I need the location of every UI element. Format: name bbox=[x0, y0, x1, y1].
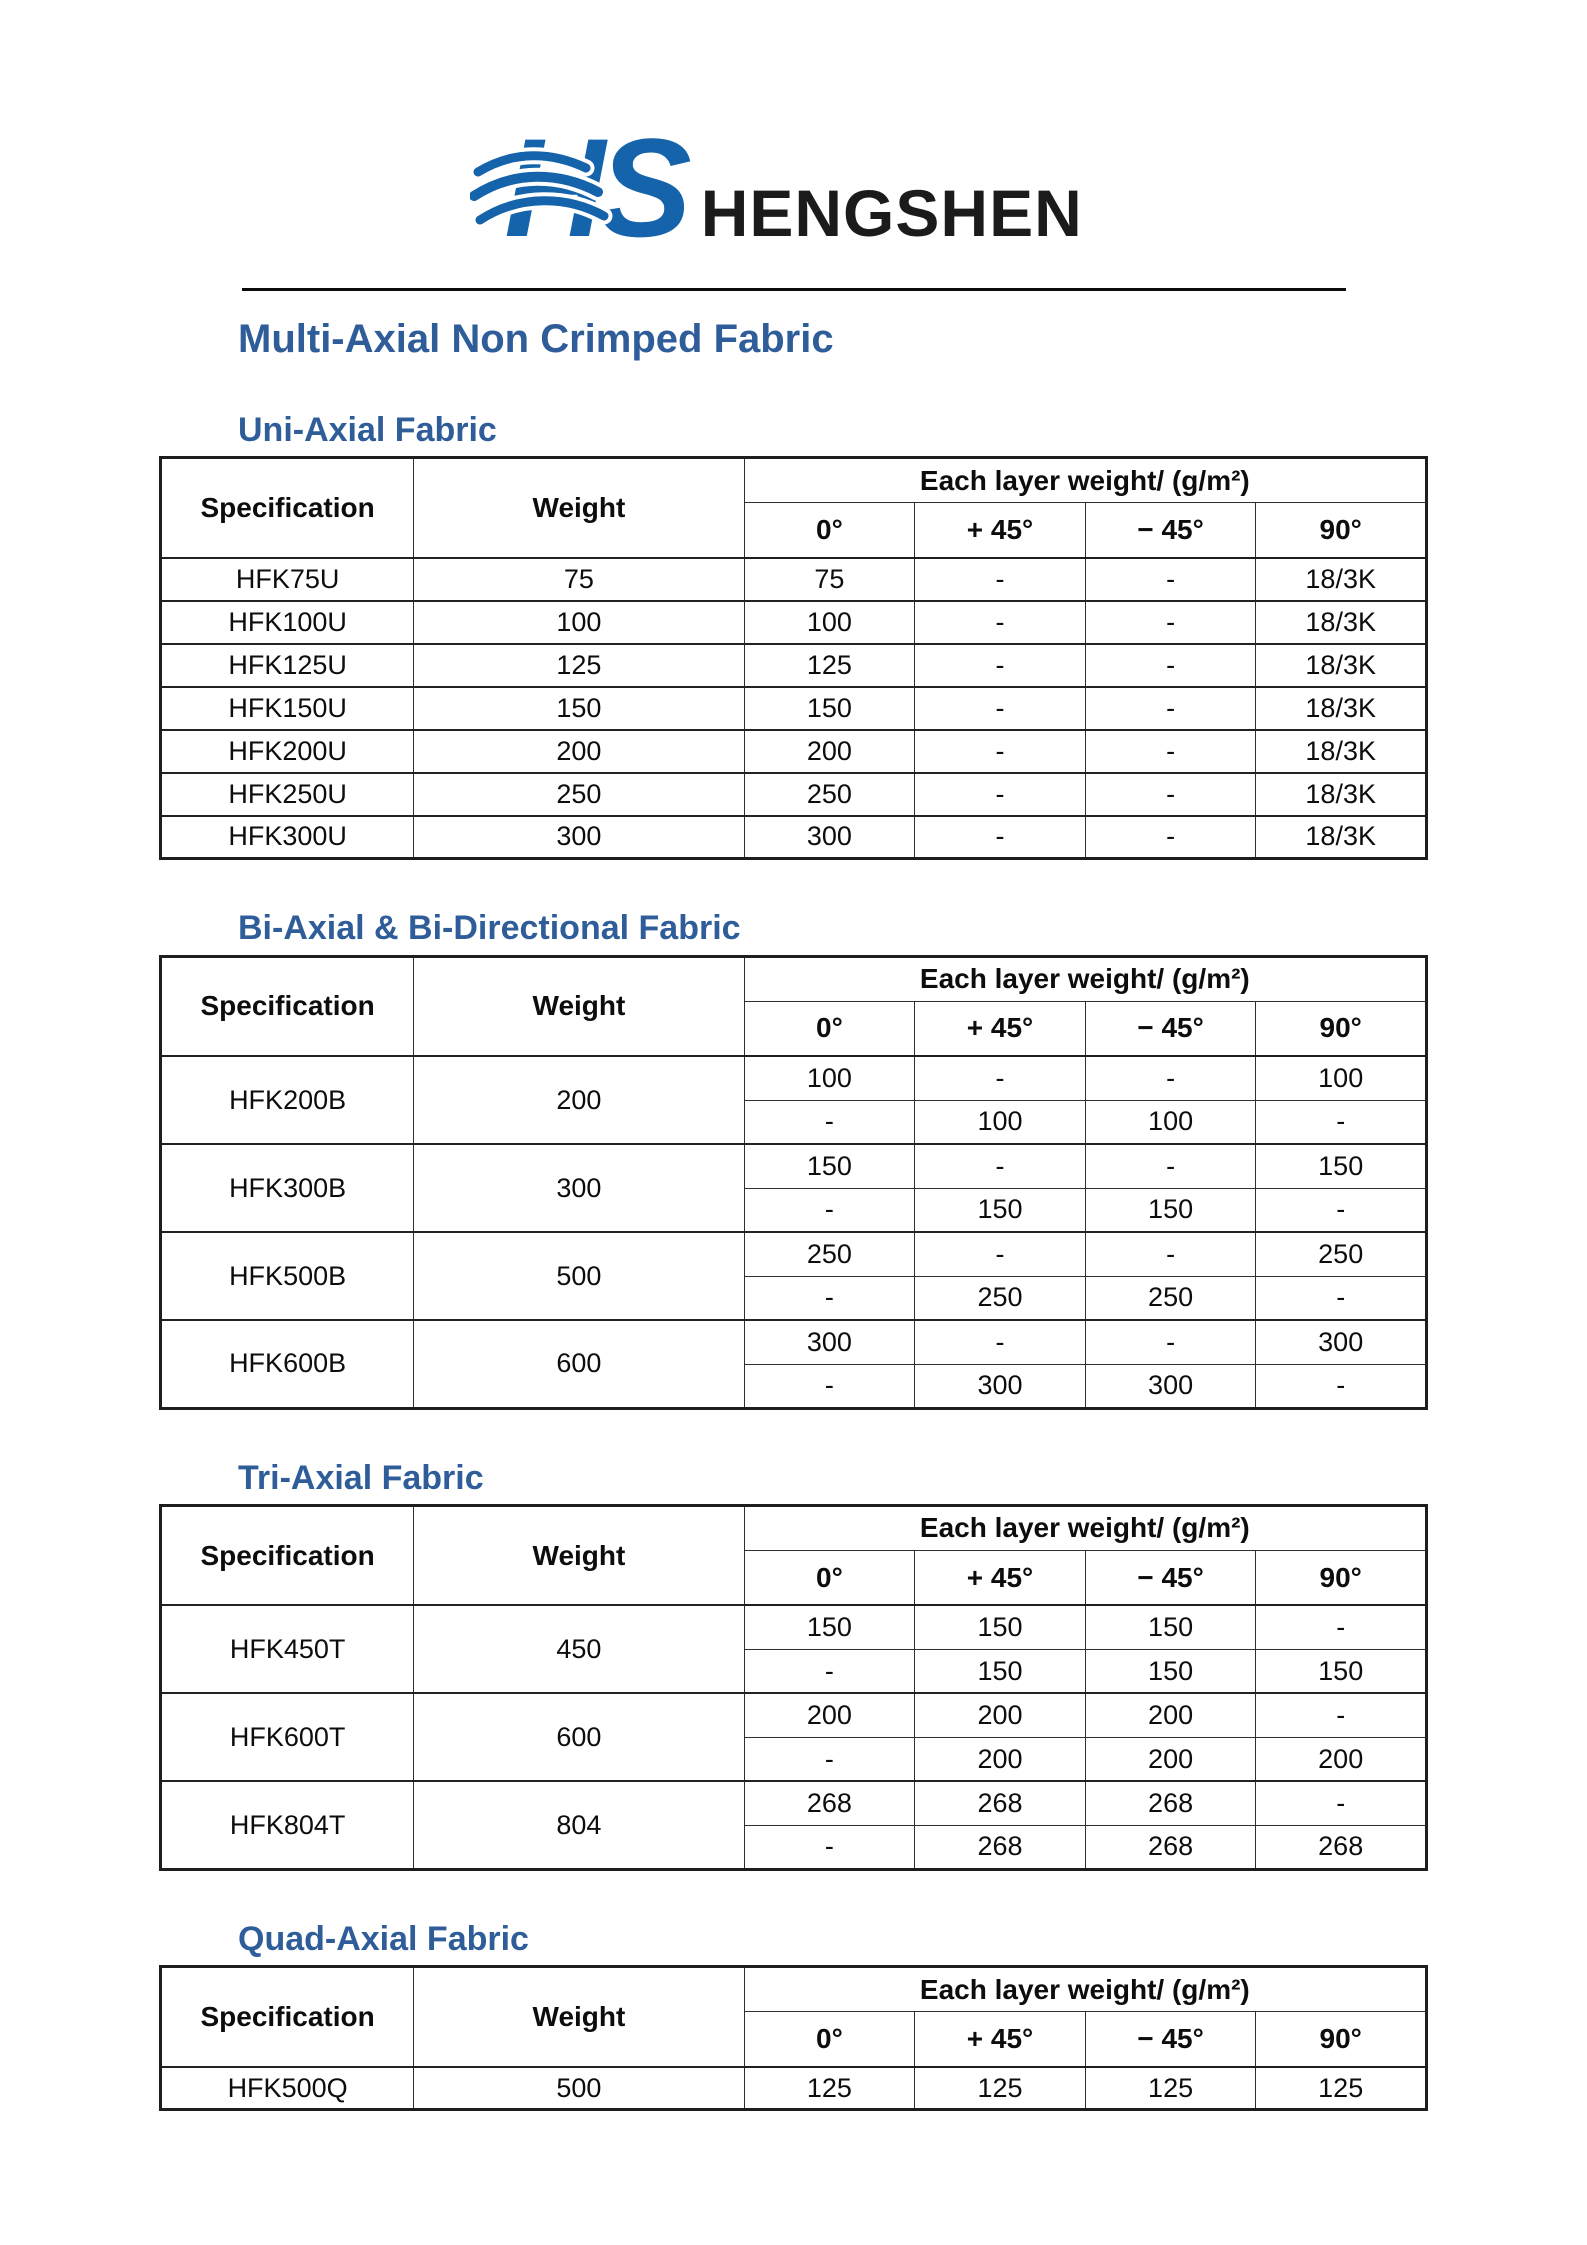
value-cell: 18/3K bbox=[1256, 730, 1427, 773]
spec-table bbox=[159, 955, 1428, 1410]
value-cell: - bbox=[1256, 1605, 1427, 1649]
value-cell: 268 bbox=[915, 1781, 1086, 1825]
table-header-row bbox=[161, 458, 1427, 503]
value-cell: 200 bbox=[1256, 1737, 1427, 1781]
table-row bbox=[161, 773, 1427, 816]
column-header-angle: − 45° bbox=[1085, 503, 1256, 558]
sections bbox=[159, 412, 1428, 2112]
table-row bbox=[161, 558, 1427, 601]
value-cell: 150 bbox=[1085, 1188, 1256, 1232]
weight-cell: 500 bbox=[414, 1232, 744, 1320]
value-cell: - bbox=[1256, 1781, 1427, 1825]
column-header-angle: 90° bbox=[1256, 1550, 1427, 1605]
spec-cell: HFK200U bbox=[161, 730, 414, 773]
value-cell: 250 bbox=[1085, 1276, 1256, 1320]
table-row bbox=[161, 730, 1427, 773]
weight-cell: 250 bbox=[414, 773, 744, 816]
value-cell: - bbox=[744, 1276, 915, 1320]
spec-table bbox=[159, 456, 1428, 860]
table-row bbox=[161, 1320, 1427, 1364]
value-cell: - bbox=[744, 1649, 915, 1693]
table-header-row bbox=[161, 956, 1427, 1001]
column-header-angle: + 45° bbox=[915, 1001, 1086, 1056]
value-cell: - bbox=[744, 1737, 915, 1781]
value-cell: - bbox=[1256, 1188, 1427, 1232]
value-cell: 200 bbox=[744, 1693, 915, 1737]
column-header-angle: − 45° bbox=[1085, 1001, 1256, 1056]
section-heading: Tri-Axial Fabric bbox=[238, 1458, 484, 1497]
value-cell: 268 bbox=[1256, 1825, 1427, 1869]
spec-cell: HFK300B bbox=[161, 1144, 414, 1232]
value-cell: - bbox=[1085, 601, 1256, 644]
value-cell: - bbox=[744, 1825, 915, 1869]
value-cell: - bbox=[744, 1100, 915, 1144]
value-cell: 150 bbox=[744, 1144, 915, 1188]
column-header-angle: + 45° bbox=[915, 2012, 1086, 2067]
table-row bbox=[161, 687, 1427, 730]
table-header-row bbox=[161, 1967, 1427, 2012]
column-header-specification: Specification bbox=[161, 1967, 414, 2067]
value-cell: 18/3K bbox=[1256, 816, 1427, 859]
value-cell: - bbox=[1256, 1276, 1427, 1320]
value-cell: 150 bbox=[744, 1605, 915, 1649]
weight-cell: 450 bbox=[414, 1605, 744, 1693]
main-content bbox=[159, 317, 1428, 2111]
section-heading: Quad-Axial Fabric bbox=[238, 1919, 529, 1958]
value-cell: 150 bbox=[1085, 1605, 1256, 1649]
table-row bbox=[161, 1781, 1427, 1825]
value-cell: - bbox=[1085, 687, 1256, 730]
value-cell: 200 bbox=[1085, 1737, 1256, 1781]
value-cell: 200 bbox=[744, 730, 915, 773]
header-divider bbox=[242, 288, 1346, 291]
weight-cell: 600 bbox=[414, 1320, 744, 1408]
value-cell: 300 bbox=[1256, 1320, 1427, 1364]
value-cell: 150 bbox=[915, 1605, 1086, 1649]
column-header-weight: Weight bbox=[414, 956, 744, 1056]
value-cell: - bbox=[1256, 1693, 1427, 1737]
value-cell: - bbox=[915, 816, 1086, 859]
value-cell: 75 bbox=[744, 558, 915, 601]
value-cell: 100 bbox=[915, 1100, 1086, 1144]
table-row bbox=[161, 1232, 1427, 1276]
value-cell: 18/3K bbox=[1256, 687, 1427, 730]
value-cell: 300 bbox=[1085, 1364, 1256, 1408]
value-cell: 150 bbox=[1256, 1649, 1427, 1693]
column-header-layer-weight: Each layer weight/ (g/m²) bbox=[744, 1967, 1426, 2012]
column-header-angle: − 45° bbox=[1085, 2012, 1256, 2067]
weight-cell: 200 bbox=[414, 1056, 744, 1144]
spec-table bbox=[159, 1965, 1428, 2111]
column-header-angle: + 45° bbox=[915, 1550, 1086, 1605]
section-heading: Bi-Axial & Bi-Directional Fabric bbox=[238, 909, 741, 948]
value-cell: 200 bbox=[915, 1737, 1086, 1781]
value-cell: 125 bbox=[1085, 2067, 1256, 2110]
value-cell: - bbox=[1085, 1320, 1256, 1364]
value-cell: 268 bbox=[1085, 1781, 1256, 1825]
value-cell: 300 bbox=[744, 816, 915, 859]
value-cell: 200 bbox=[1085, 1693, 1256, 1737]
value-cell: 125 bbox=[915, 2067, 1086, 2110]
value-cell: 250 bbox=[1256, 1232, 1427, 1276]
column-header-layer-weight: Each layer weight/ (g/m²) bbox=[744, 458, 1426, 503]
value-cell: 250 bbox=[744, 1232, 915, 1276]
company-logo bbox=[0, 0, 1587, 266]
column-header-angle: 90° bbox=[1256, 1001, 1427, 1056]
column-header-weight: Weight bbox=[414, 1967, 744, 2067]
spec-cell: HFK150U bbox=[161, 687, 414, 730]
value-cell: 100 bbox=[744, 1056, 915, 1100]
value-cell: - bbox=[1085, 773, 1256, 816]
logo-mark bbox=[504, 109, 685, 266]
weight-cell: 125 bbox=[414, 644, 744, 687]
value-cell: 150 bbox=[915, 1188, 1086, 1232]
weight-cell: 300 bbox=[414, 1144, 744, 1232]
value-cell: 250 bbox=[915, 1276, 1086, 1320]
column-header-angle: 90° bbox=[1256, 503, 1427, 558]
value-cell: - bbox=[1085, 644, 1256, 687]
value-cell: 150 bbox=[1085, 1649, 1256, 1693]
value-cell: 200 bbox=[915, 1693, 1086, 1737]
column-header-specification: Specification bbox=[161, 458, 414, 558]
value-cell: 268 bbox=[915, 1825, 1086, 1869]
spec-cell: HFK450T bbox=[161, 1605, 414, 1693]
value-cell: - bbox=[1085, 558, 1256, 601]
weight-cell: 75 bbox=[414, 558, 744, 601]
value-cell: - bbox=[915, 558, 1086, 601]
value-cell: - bbox=[744, 1188, 915, 1232]
spec-cell: HFK100U bbox=[161, 601, 414, 644]
column-header-angle: + 45° bbox=[915, 503, 1086, 558]
page-title: Multi-Axial Non Crimped Fabric bbox=[238, 317, 834, 361]
table-row bbox=[161, 816, 1427, 859]
value-cell: - bbox=[1085, 1144, 1256, 1188]
value-cell: - bbox=[915, 601, 1086, 644]
table-row bbox=[161, 644, 1427, 687]
weight-cell: 804 bbox=[414, 1781, 744, 1869]
column-header-layer-weight: Each layer weight/ (g/m²) bbox=[744, 956, 1426, 1001]
table-row bbox=[161, 2067, 1427, 2110]
column-header-layer-weight: Each layer weight/ (g/m²) bbox=[744, 1505, 1426, 1550]
spec-cell: HFK300U bbox=[161, 816, 414, 859]
table-row bbox=[161, 1144, 1427, 1188]
column-header-specification: Specification bbox=[161, 1505, 414, 1605]
value-cell: - bbox=[1085, 730, 1256, 773]
spec-cell: HFK75U bbox=[161, 558, 414, 601]
value-cell: 268 bbox=[744, 1781, 915, 1825]
spec-cell: HFK200B bbox=[161, 1056, 414, 1144]
value-cell: - bbox=[1085, 1232, 1256, 1276]
column-header-angle: 0° bbox=[744, 503, 915, 558]
column-header-angle: − 45° bbox=[1085, 1550, 1256, 1605]
value-cell: - bbox=[1256, 1364, 1427, 1408]
table-row bbox=[161, 1605, 1427, 1649]
value-cell: 150 bbox=[915, 1649, 1086, 1693]
spec-cell: HFK600T bbox=[161, 1693, 414, 1781]
value-cell: - bbox=[1256, 1100, 1427, 1144]
table-row bbox=[161, 601, 1427, 644]
weight-cell: 200 bbox=[414, 730, 744, 773]
column-header-angle: 0° bbox=[744, 2012, 915, 2067]
value-cell: 300 bbox=[915, 1364, 1086, 1408]
value-cell: 125 bbox=[744, 644, 915, 687]
logo-hs-monogram: HS bbox=[504, 109, 685, 266]
value-cell: - bbox=[915, 730, 1086, 773]
weight-cell: 150 bbox=[414, 687, 744, 730]
column-header-weight: Weight bbox=[414, 458, 744, 558]
table-header-row bbox=[161, 1505, 1427, 1550]
value-cell: 125 bbox=[1256, 2067, 1427, 2110]
column-header-angle: 0° bbox=[744, 1550, 915, 1605]
column-header-angle: 0° bbox=[744, 1001, 915, 1056]
logo-brand-text: HENGSHEN bbox=[700, 176, 1083, 250]
value-cell: - bbox=[1085, 816, 1256, 859]
value-cell: - bbox=[915, 687, 1086, 730]
value-cell: - bbox=[744, 1364, 915, 1408]
value-cell: - bbox=[915, 1320, 1086, 1364]
section-heading: Uni-Axial Fabric bbox=[238, 410, 497, 449]
column-header-weight: Weight bbox=[414, 1505, 744, 1605]
spec-cell: HFK804T bbox=[161, 1781, 414, 1869]
spec-cell: HFK250U bbox=[161, 773, 414, 816]
spec-cell: HFK600B bbox=[161, 1320, 414, 1408]
value-cell: - bbox=[915, 773, 1086, 816]
value-cell: - bbox=[915, 1056, 1086, 1100]
spec-cell: HFK500B bbox=[161, 1232, 414, 1320]
weight-cell: 500 bbox=[414, 2067, 744, 2110]
value-cell: 125 bbox=[744, 2067, 915, 2110]
column-header-angle: 90° bbox=[1256, 2012, 1427, 2067]
weight-cell: 100 bbox=[414, 601, 744, 644]
spec-cell: HFK125U bbox=[161, 644, 414, 687]
spec-cell: HFK500Q bbox=[161, 2067, 414, 2110]
value-cell: 150 bbox=[1256, 1144, 1427, 1188]
value-cell: 100 bbox=[1256, 1056, 1427, 1100]
value-cell: 100 bbox=[1085, 1100, 1256, 1144]
value-cell: 18/3K bbox=[1256, 773, 1427, 816]
value-cell: 268 bbox=[1085, 1825, 1256, 1869]
spec-table bbox=[159, 1504, 1428, 1871]
value-cell: 100 bbox=[744, 601, 915, 644]
value-cell: - bbox=[915, 1232, 1086, 1276]
weight-cell: 300 bbox=[414, 816, 744, 859]
value-cell: - bbox=[915, 644, 1086, 687]
value-cell: 18/3K bbox=[1256, 601, 1427, 644]
column-header-specification: Specification bbox=[161, 956, 414, 1056]
value-cell: 150 bbox=[744, 687, 915, 730]
table-row bbox=[161, 1056, 1427, 1100]
value-cell: 18/3K bbox=[1256, 644, 1427, 687]
table-row bbox=[161, 1693, 1427, 1737]
weight-cell: 600 bbox=[414, 1693, 744, 1781]
value-cell: - bbox=[1085, 1056, 1256, 1100]
value-cell: 250 bbox=[744, 773, 915, 816]
value-cell: 300 bbox=[744, 1320, 915, 1364]
value-cell: 18/3K bbox=[1256, 558, 1427, 601]
value-cell: - bbox=[915, 1144, 1086, 1188]
